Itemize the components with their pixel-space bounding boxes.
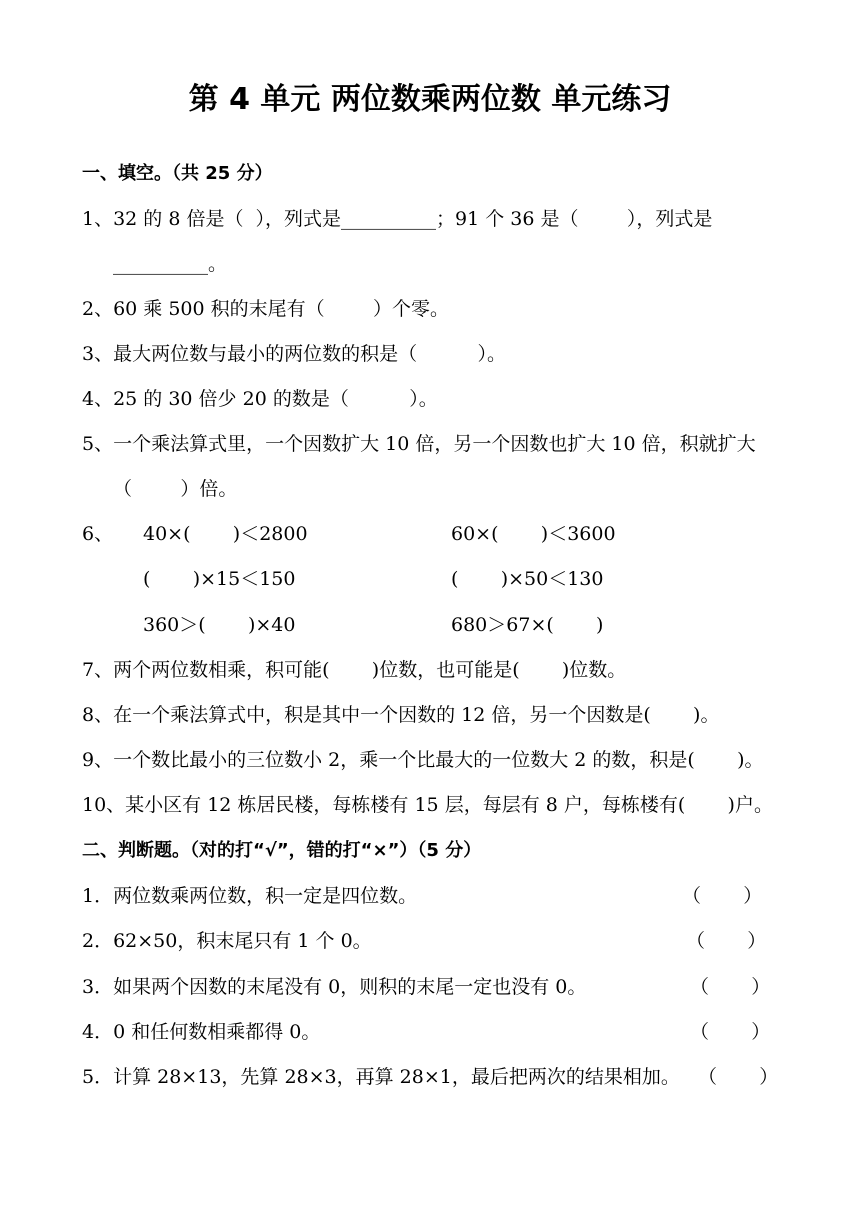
question-9: 9、一个数比最小的三位数小 2，乘一个比最大的一位数大 2 的数，积是( )。 [82,749,764,771]
question-1-line-2: __________。 [113,253,228,275]
question-5-line-1: 5、一个乘法算式里，一个因数扩大 10 倍，另一个因数也扩大 10 倍，积就扩大 [82,433,756,455]
judge-item-4: 4．0 和任何数相乘都得 0。 [82,1021,321,1043]
question-6-row1-left: 40×( )＜2800 [143,523,308,545]
question-3: 3、最大两位数与最小的两位数的积是（ ）。 [82,343,506,365]
judge-item-3: 3．如果两个因数的末尾没有 0，则积的末尾一定也没有 0。 [82,976,587,998]
judge-item-1-bracket: （ ） [682,885,763,907]
question-10: 10、某小区有 12 栋居民楼，每栋楼有 15 层，每层有 8 户，每栋楼有( )户。 [82,794,773,816]
section-heading-fill-blank: 一、填空。（共 25 分） [82,163,273,184]
question-6-row3-left: 360＞( )×40 [143,614,296,636]
judge-item-4-bracket: （ ） [690,1021,771,1043]
judge-item-2-bracket: （ ） [686,930,767,952]
judge-item-1: 1．两位数乘两位数，积一定是四位数。 [82,885,418,907]
question-6-row2-right: ( )×50＜130 [451,568,604,590]
question-2: 2、60 乘 500 积的末尾有（ ）个零。 [82,298,449,320]
question-5-line-2: （ ）倍。 [113,478,238,500]
judge-item-3-bracket: （ ） [690,976,771,998]
judge-item-2: 2．62×50，积末尾只有 1 个 0。 [82,930,372,952]
judge-item-5-bracket: （ ） [698,1066,779,1088]
question-6-row1-right: 60×( )＜3600 [451,523,616,545]
question-7: 7、两个两位数相乘，积可能( )位数，也可能是( )位数。 [82,659,627,681]
question-6-number: 6、 [82,523,114,545]
question-4: 4、25 的 30 倍少 20 的数是（ ）。 [82,388,438,410]
question-6-row3-right: 680＞67×( ) [451,614,604,636]
section-heading-true-false: 二、判断题。（对的打“√”，错的打“×”）（5 分） [82,840,482,861]
question-6-row2-left: ( )×15＜150 [143,568,296,590]
judge-item-5: 5．计算 28×13，先算 28×3，再算 28×1，最后把两次的结果相加。 [82,1066,680,1088]
question-1-line-1: 1、32 的 8 倍是（ ），列式是__________；91 个 36 是（ ），列式是 [82,208,713,230]
page-title: 第 4 单元 两位数乘两位数 单元练习 [188,82,672,117]
question-8: 8、在一个乘法算式中，积是其中一个因数的 12 倍，另一个因数是( )。 [82,704,720,726]
